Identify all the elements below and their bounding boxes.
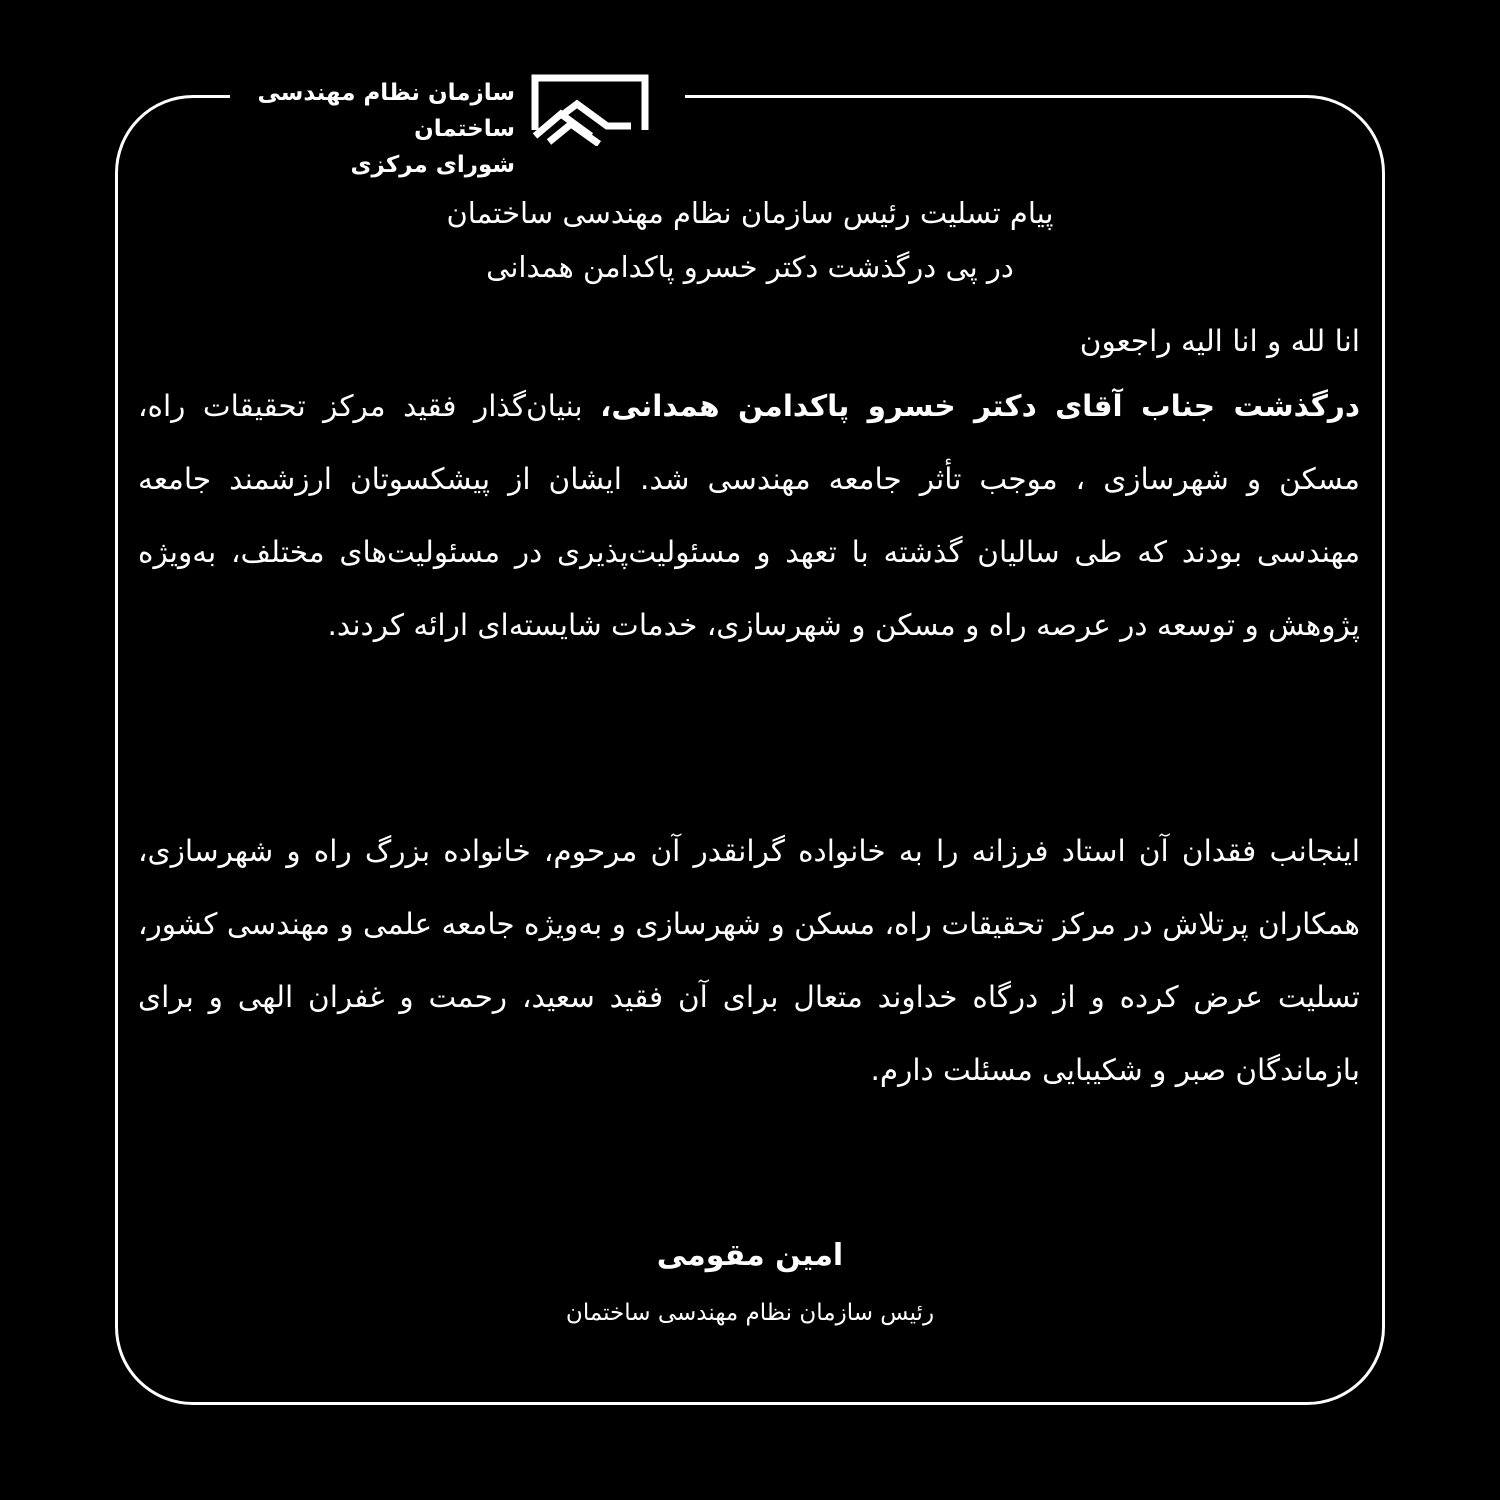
paragraph-1-bold: درگذشت جناب آقای دکتر خسرو پاکدامن همدانی،: [600, 389, 1361, 423]
organization-name-line1: سازمان نظام مهندسی ساختمان: [257, 80, 515, 142]
organization-name: [235, 75, 515, 183]
header-logo: [230, 55, 685, 178]
paragraph-1: [138, 370, 1360, 662]
page-title-line2: در پی درگذشت دکتر خسرو پاکدامن همدانی: [486, 250, 1014, 284]
organization-name-line2: شورای مرکزی: [350, 152, 515, 178]
paragraph-1-text: بنیان‌گذار فقید مرکز تحقیقات راه، مسکن و شهرسازی ، موجب تأثر جامعه مهندسی شد. ایشان از پیشکسوتان ارزشمند جامعه مهندسی بودند که طی سالیان گذشته با تعهد و مسئولیت‌پذیری در مسئولیت‌های مختلف، به‌ویژه پژوهش و توسعه در عرصه راه و مسکن و شهرسازی، خدمات شایسته‌ای ارائه کردند.: [138, 389, 1360, 642]
signer-role: رئیس سازمان نظام مهندسی ساختمان: [565, 1300, 935, 1326]
content-frame: [115, 95, 1385, 1405]
paragraph-2: اینجانب فقدان آن استاد فرزانه را به خانواده گرانقدر آن مرحوم، خانواده بزرگ راه و شهرسازی، همکاران پرتلاش در مرکز تحقیقات راه، مسکن و شهرسازی و به‌ویژه جامعه علمی و مهندسی کشور، تسلیت عرض کرده و از درگاه خداوند متعال برای آن فقید سعید، رحمت و غفران الهی و برای بازماندگان صبر و شکیبایی مسئلت دارم.: [138, 834, 1360, 1087]
building-roof-logo-icon: [527, 70, 655, 146]
page-title-line1: پیام تسلیت رئیس سازمان نظام مهندسی ساختمان: [446, 196, 1054, 230]
opening-verse: انا لله و انا الیه راجعون: [1079, 324, 1360, 358]
signer-name: امین مقومی: [656, 1238, 844, 1273]
